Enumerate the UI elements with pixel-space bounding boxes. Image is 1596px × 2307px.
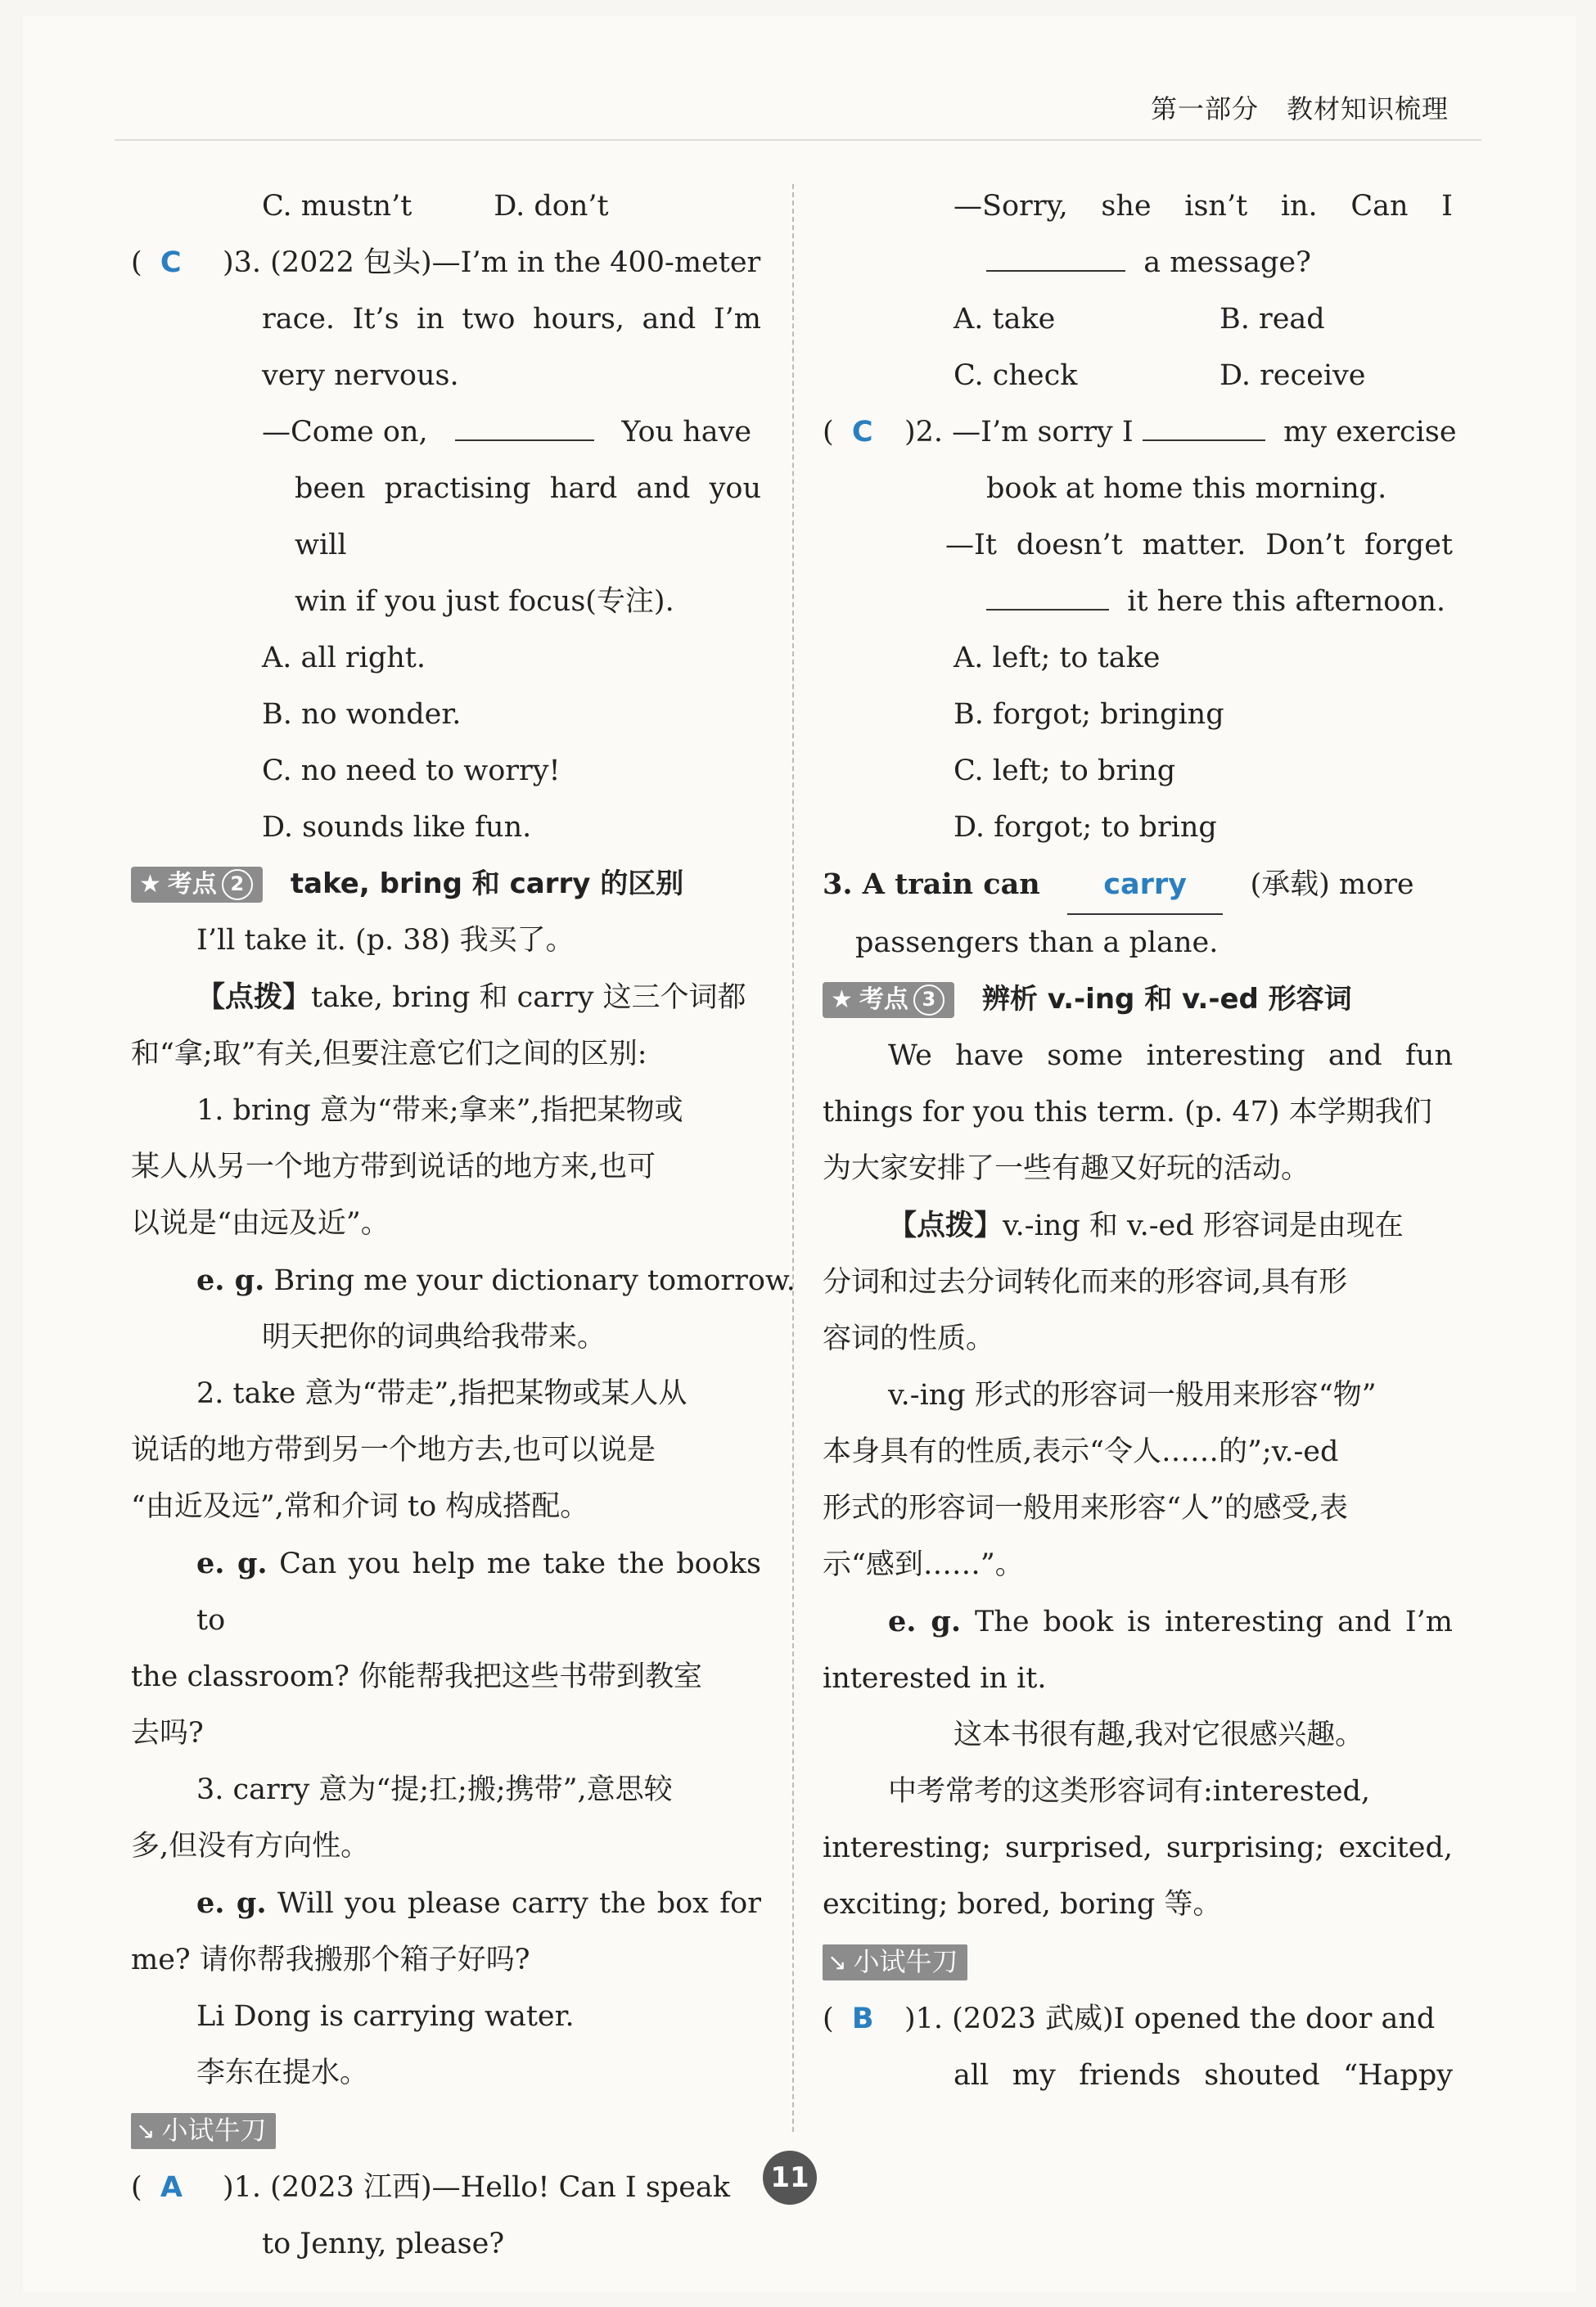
right-column: —Sorry, she isn’t in. Can I a message? A. take B. read C. check D. receive ( C )2. —I’m sorry I my exercise book at home this morning. —It doesn’t matter. Don’t forget it here this afternoon. A. left; to take B. forgot; bringing C. left; to bring D. forgot; to bring 3. A train can carry (承载) more passengers than a plane. ★ 考点 3 辨析 v.-ing 和 v.-ed 形容词 We have some interesting and fun things for you this term. (p. 47) 本学期我们 为大家安排了一些有趣又好玩的活动。 【点拨】v.-ing 和 v.-ed 形容词是由现在 分词和过去分词转化而来的形容词,具有形 容词的性质。 v.-ing 形式的形容词一般用来形容“物” 本身具有的性质,表示“令人……的”;v.-ed 形式的形容词一般用来形容“人”的感受,表 示“感到……”。 e. g. The book is interesting and I’m interested in it. 这本书很有趣,我对它很感兴趣。 中考常考的这类形容词有:interested, interesting; surprised, surprising; excited, exciting; bored, boring 等。 ↘ 小试牛刀 ( B )1. (2023 武威)I opened the door and all my friends shouted “Happy [823, 190, 1457, 2092]
try-section-badge: ↘ 小试牛刀 [131, 2113, 276, 2149]
kaodian-title: take, bring 和 carry 的区别 [290, 867, 684, 900]
option-b: B. no wonder. [262, 698, 462, 731]
answer-mark: C [160, 246, 182, 279]
answer-blank [455, 415, 594, 441]
arrow-icon: ↘ [136, 2117, 156, 2144]
answer-mark: C [851, 416, 873, 448]
question-1: ( B )1. (2023 武威)I opened the door and [823, 2002, 1436, 2035]
kaodian-badge: ★ 考点 2 [131, 867, 263, 903]
left-column: C. mustn’t D. don’t ( C )3. (2022 包头)—I’m in the 400-meter race. It’s in two hours, and I’m very nervous. —Come on, You have been practising hard and you will win if you just focus(专注). A. all right. B. no wonder. C. no need to worry! D. sounds like fun. ★ 考点 2 take, bring 和 carry 的区别 I’ll take it. (p. 38) 我买了。 【点拨】take, bring 和 carry 这三个词都 和“拿;取”有关,但要注意它们之间的区别: 1. bring 意为“带来;拿来”,指把某物或 某人从另一个地方带到说话的地方来,也可 以说是“由远及近”。 e. g. Bring me your dictionary tomorrow. 明天把你的词典给我带来。 2. take 意为“带走”,指把某物或某人从 说话的地方带到另一个地方去,也可以说是 “由近及远”,常和介词 to 构成搭配。 e. g. Can you help me take the books to the classroom? 你能帮我把这些书带到教室 去吗? 3. carry 意为“提;扛;搬;携带”,意思较 多,但没有方向性。 e. g. Will you please carry the box for me? 请你帮我搬那个箱子好吗? Li Dong is carrying water. 李东在提水。 ↘ 小试牛刀 ( A )1. (2023 江西)—Hello! Can I speak to Jenny, please? [131, 178, 761, 2273]
answer-mark: A [160, 2170, 183, 2204]
filled-answer: carry [1067, 857, 1223, 915]
try-section-badge: ↘ 小试牛刀 [823, 1944, 967, 1980]
arrow-icon: ↘ [827, 1949, 847, 1976]
column-divider [792, 184, 794, 2132]
question-1: ( A )1. (2023 江西)—Hello! Can I speak [131, 2170, 730, 2204]
page-number: 11 [763, 2151, 817, 2205]
kaodian-badge: ★ 考点 3 [823, 982, 954, 1018]
header-part: 第一部分 [1150, 93, 1259, 124]
running-header [1151, 88, 1449, 126]
answer-blank [986, 584, 1109, 611]
header-title: 教材知识梳理 [1286, 93, 1449, 124]
option-d: D. sounds like fun. [262, 811, 532, 844]
question-3: ( C )3. (2022 包头)—I’m in the 400-meter [131, 246, 761, 279]
option-c: C. no need to worry! [262, 755, 561, 787]
question-2: ( C )2. —I’m sorry I my exercise [823, 416, 1457, 448]
answer-mark: B [851, 2002, 874, 2035]
kaodian-heading [131, 856, 761, 912]
star-icon: ★ [139, 870, 161, 899]
star-icon: ★ [831, 985, 853, 1014]
answer-blank [1143, 415, 1265, 441]
option-a: A. all right. [262, 642, 426, 674]
kaodian-title: 辨析 v.-ing 和 v.-ed 形容词 [981, 983, 1352, 1016]
question-3-fill: 3. A train can carry (承载) more [823, 856, 1453, 915]
kaodian-heading [823, 971, 1453, 1028]
header-rule [115, 139, 1481, 141]
answer-blank [986, 246, 1125, 272]
option-row: C. mustn’t D. don’t [262, 190, 609, 223]
